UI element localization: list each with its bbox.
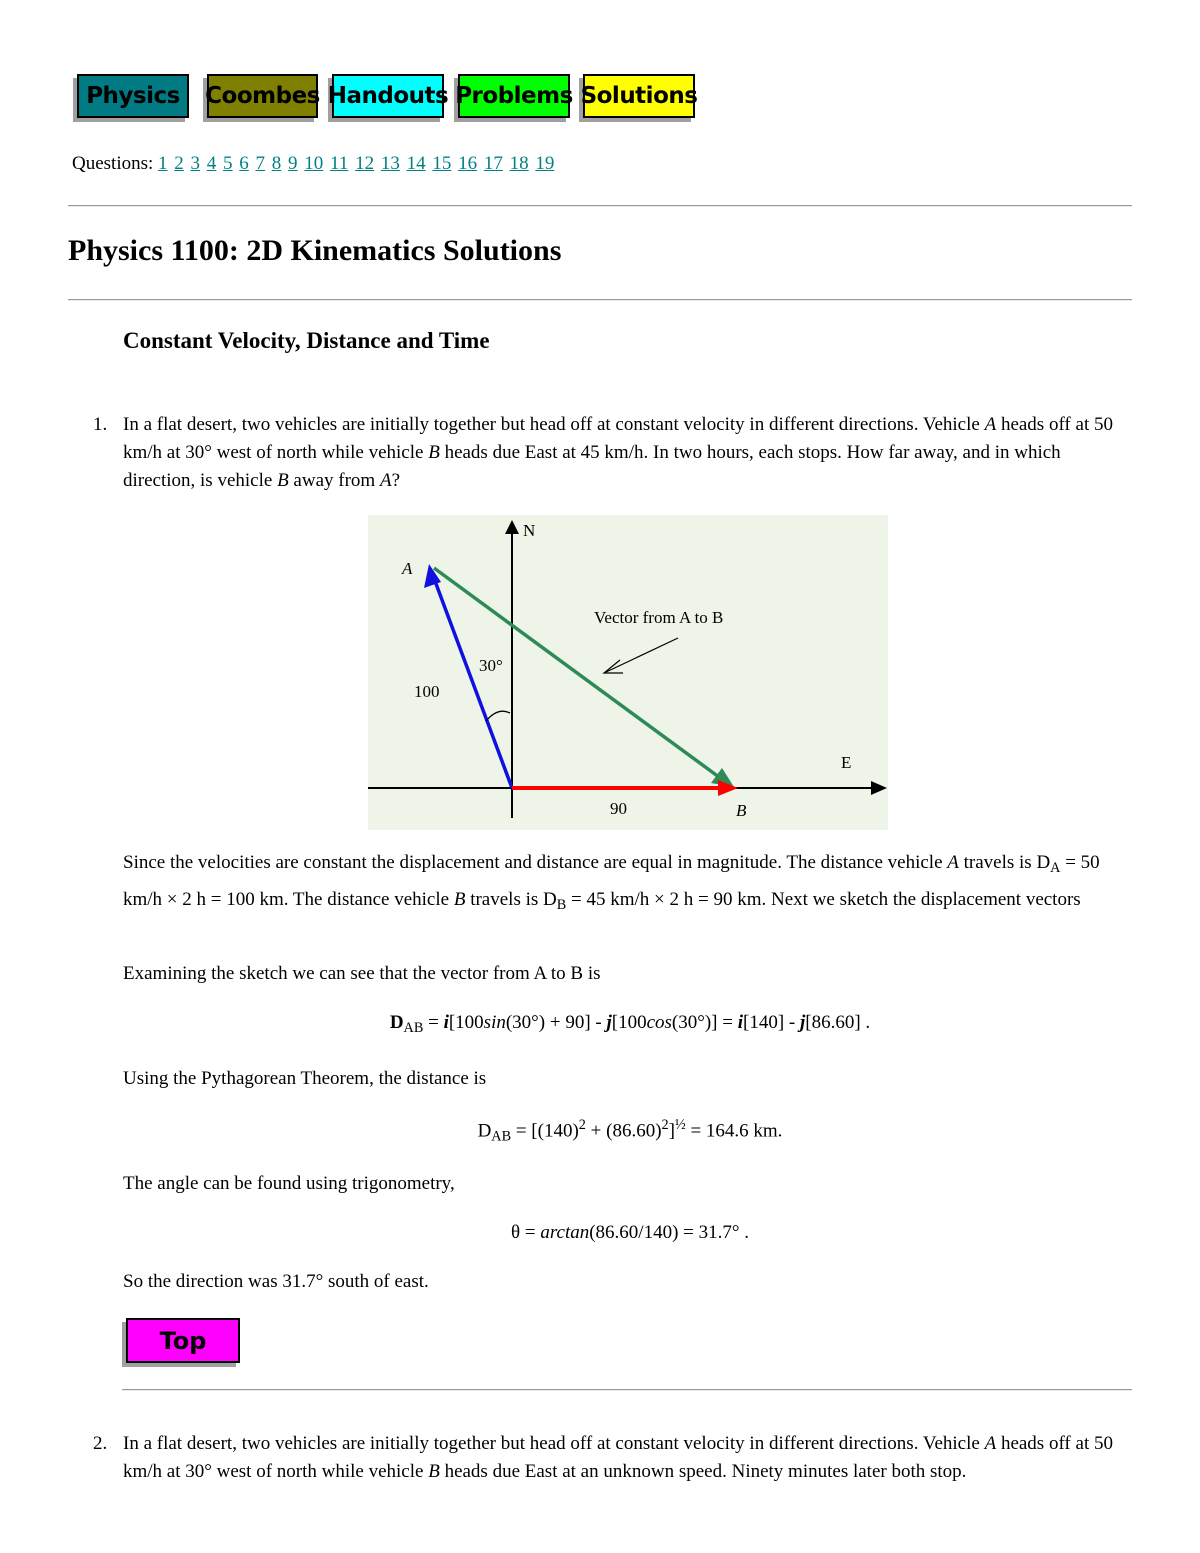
diagram-background (368, 515, 888, 830)
label-90: 90 (610, 799, 627, 818)
top-button[interactable]: Top (126, 1318, 240, 1363)
label-100: 100 (414, 682, 440, 701)
question-link-5[interactable]: 5 (223, 153, 233, 174)
question-1-text: In a flat desert, two vehicles are initially together but head off at constant velocity in different directions. Vehicle A heads off at 50 km/h at 30° west of north while vehicle B heads due East at 45 km/h. In two hours, each stops. How far away, and in which direction, is vehicle B away from A? (123, 414, 1113, 491)
solution-paragraph-4: The angle can be found using trigonometry, (123, 1173, 455, 1194)
section-heading: Constant Velocity, Distance and Time (123, 328, 490, 353)
question-link-11[interactable]: 11 (330, 153, 349, 174)
vector-diagram (368, 515, 888, 830)
solution-paragraph-2: Examining the sketch we can see that the vector from A to B is (123, 963, 601, 984)
question-link-4[interactable]: 4 (206, 153, 217, 174)
label-b: B (736, 801, 747, 820)
question-link-17[interactable]: 17 (483, 153, 503, 174)
solution-paragraph-3: Using the Pythagorean Theorem, the distance is (123, 1068, 487, 1089)
questions-nav (72, 153, 556, 175)
equation-angle: θ = arctan(86.60/140) = 31.7° . (511, 1222, 749, 1243)
divider-bottom (122, 1389, 1132, 1391)
solution-paragraph-5: So the direction was 31.7° south of east. (123, 1271, 429, 1292)
equation-distance: $D_{AB} = [(140)^2 + (86.60)^2]^{\frac{1}{2}} = 164.6$ km. (477, 1117, 783, 1145)
question-1-number: 1. (93, 414, 108, 435)
equation-vector-ab: $D_{AB} = i[100\sin(30^\circ) + 90] - j[100\cos(30^\circ)] = i[140] - j[86.60]$ . (389, 1012, 871, 1036)
label-angle-30: 30° (479, 656, 503, 675)
question-link-18[interactable]: 18 (509, 153, 529, 174)
page-title: Physics 1100: 2D Kinematics Solutions (68, 234, 562, 267)
questions-label: Questions: (72, 153, 154, 174)
divider-title (68, 299, 1132, 301)
label-e: E (841, 753, 852, 772)
question-link-2[interactable]: 2 (174, 153, 184, 174)
label-a: A (402, 559, 413, 578)
question-link-14[interactable]: 14 (406, 153, 426, 174)
question-link-10[interactable]: 10 (304, 153, 324, 174)
nav-solutions-button[interactable]: Solutions (583, 74, 695, 118)
question-link-16[interactable]: 16 (458, 153, 478, 174)
question-link-6[interactable]: 6 (239, 153, 249, 174)
divider-top (68, 205, 1132, 207)
solution-paragraph-1: Since the velocities are constant the displacement and distance are equal in magnitude. The distance vehicle A travels is $D_A = 50$ km/h × 2 h = 100 km. The distance vehicle B travels is $D_B = 45$ km/h × 2 h = 90 km. Next we sketch the displacement vectors (123, 852, 1100, 913)
question-link-12[interactable]: 12 (355, 153, 375, 174)
question-2-number: 2. (93, 1433, 108, 1454)
question-link-13[interactable]: 13 (380, 153, 400, 174)
nav-problems-button[interactable]: Problems (458, 74, 570, 118)
question-link-9[interactable]: 9 (288, 153, 298, 174)
label-vector-ab: Vector from A to B (594, 608, 724, 627)
label-n: N (523, 521, 536, 540)
question-links (158, 153, 556, 174)
question-link-1[interactable]: 1 (158, 153, 168, 174)
question-link-7[interactable]: 7 (255, 153, 266, 174)
nav-handouts-button[interactable]: Handouts (332, 74, 444, 118)
question-link-15[interactable]: 15 (432, 153, 452, 174)
nav-coombes-button[interactable]: Coombes (207, 74, 318, 118)
question-link-8[interactable]: 8 (271, 153, 282, 174)
question-link-19[interactable]: 19 (535, 153, 555, 174)
nav-physics-button[interactable]: Physics (77, 74, 189, 118)
question-link-3[interactable]: 3 (190, 153, 201, 174)
question-2-text: In a flat desert, two vehicles are initially together but head off at constant velocity in different directions. Vehicle A heads off at 50 km/h at 30° west of north while vehicle B heads due East at an unknown speed. Ninety minutes later both stop. (123, 1433, 1113, 1482)
